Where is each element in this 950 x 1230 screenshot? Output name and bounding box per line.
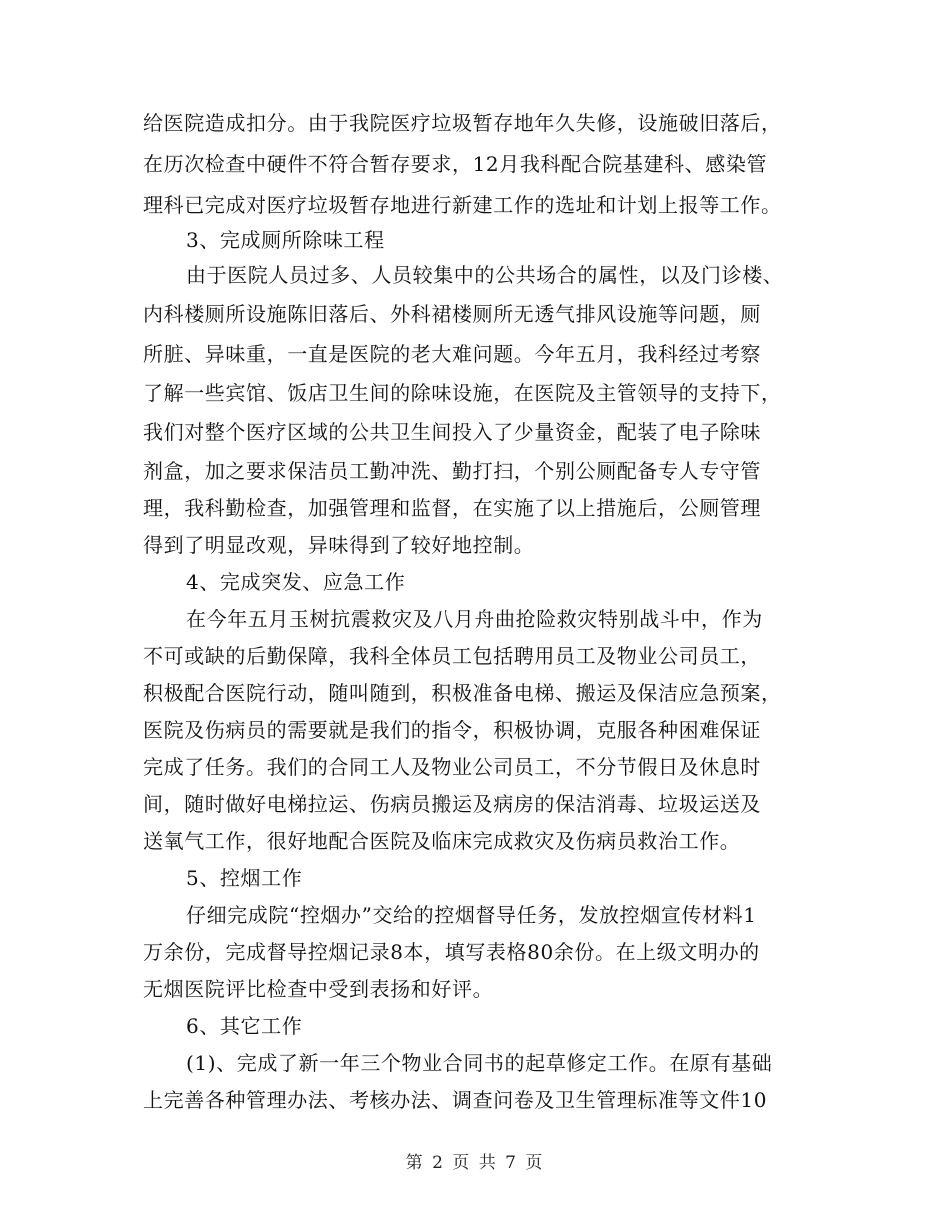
text-line: 间，随时做好电梯拉运、伤病员搬运及病房的保洁消毒、垃圾运送及: [143, 792, 761, 816]
text-line: 送氧气工作，很好地配合医院及临床完成救灾及伤病员救治工作。: [143, 829, 741, 853]
text-line: 所脏、异味重，一直是医院的老大难问题。今年五月，我科经过考察: [143, 342, 761, 366]
text-line: (1)、完成了新一年三个物业合同书的起草修定工作。在原有基础: [186, 1051, 773, 1075]
section-heading: 5、控烟工作: [186, 866, 303, 890]
text-line: 由于医院人员过多、人员较集中的公共场合的属性，以及门诊楼、: [186, 263, 784, 287]
section-heading: 3、完成厕所除味工程: [186, 228, 385, 252]
text-line: 万余份，完成督导控烟记录8本，填写表格80余份。在上级文明办的: [143, 940, 760, 964]
text-line: 完成了任务。我们的合同工人及物业公司员工，不分节假日及休息时: [143, 755, 761, 779]
text-line: 了解一些宾馆、饭店卫生间的除味设施，在医院及主管领导的支持下，: [143, 381, 782, 405]
section-heading: 6、其它工作: [186, 1014, 303, 1038]
text-line: 得到了明显改观，异味得到了较好地控制。: [143, 533, 535, 557]
text-line: 在今年五月玉树抗震救灾及八月舟曲抢险救灾特别战斗中，作为: [186, 607, 763, 631]
text-line: 不可或缺的后勤保障，我科全体员工包括聘用员工及物业公司员工，: [143, 644, 761, 668]
section-heading: 4、完成突发、应急工作: [186, 570, 406, 594]
text-line: 无烟医院评比检查中受到表扬和好评。: [143, 977, 494, 1001]
text-line: 理科已完成对医疗垃圾暂存地进行新建工作的选址和计划上报等工作。: [143, 193, 782, 217]
page-footer: 第 2 页 共 7 页: [405, 1153, 545, 1173]
text-line: 内科楼厕所设施陈旧落后、外科裙楼厕所无透气排风设施等问题，厕: [143, 302, 761, 326]
text-line: 上完善各种管理办法、考核办法、调查问卷及卫生管理标准等文件10: [143, 1088, 768, 1112]
text-line: 剂盒，加之要求保洁员工勤冲洗、勤打扫，个别公厕配备专人专守管: [143, 459, 761, 483]
text-line: 我们对整个医疗区域的公共卫生间投入了少量资金，配装了电子除味: [143, 420, 761, 444]
text-line: 积极配合医院行动，随叫随到，积极准备电梯、搬运及保洁应急预案，: [143, 681, 782, 705]
text-line: 医院及伤病员的需要就是我们的指令，积极协调，克服各种困难保证: [143, 718, 761, 742]
text-line: 给医院造成扣分。由于我院医疗垃圾暂存地年久失修，设施破旧落后，: [143, 111, 782, 135]
text-line: 仔细完成院“控烟办”交给的控烟督导任务，发放控烟宣传材料1: [186, 903, 757, 927]
text-line: 理，我科勤检查，加强管理和监督，在实施了以上措施后，公厕管理: [143, 496, 761, 520]
text-line: 在历次检查中硬件不符合暂存要求，12月我科配合院基建科、感染管: [143, 152, 768, 176]
